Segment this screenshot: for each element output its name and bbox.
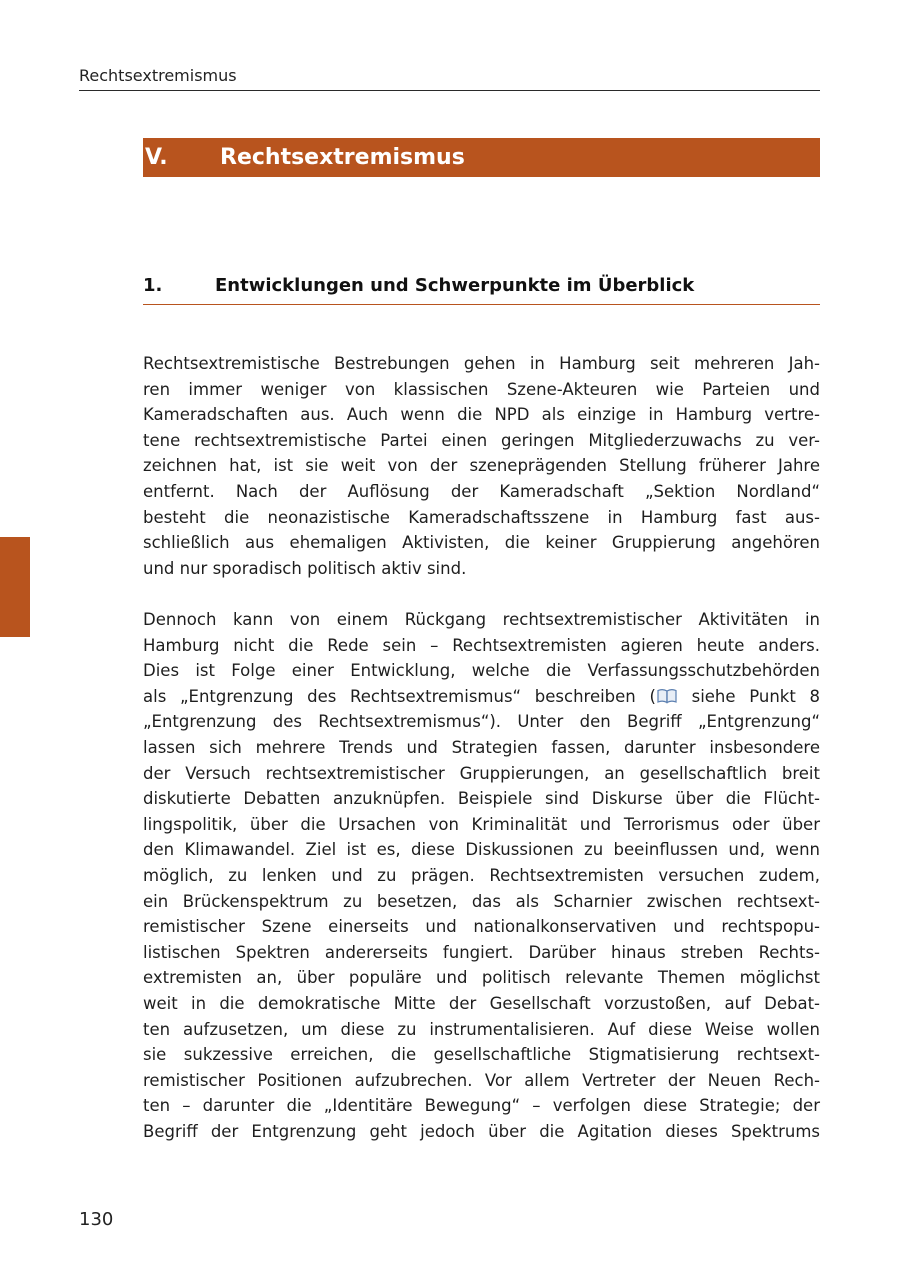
paragraph-line: ten aufzusetzen, um diese zu instrumentalisieren. Auf diese Weise wollen [143, 1019, 820, 1039]
paragraph-line: Dennoch kann von einem Rückgang rechtsextremistischer Aktivitäten in [143, 610, 820, 629]
paragraph-line: Hamburg nicht die Rede sein – Rechtsextremisten agieren heute anders. [143, 635, 820, 655]
paragraph-line: extremisten an, über populäre und politisch relevante Themen möglichst [143, 968, 820, 988]
paragraph-line: lingspolitik, über die Ursachen von Kriminalität und Terrorismus oder über [143, 814, 820, 834]
paragraph-2 [143, 607, 820, 1144]
section-title: Entwicklungen und Schwerpunkte im Überblick [215, 275, 695, 296]
paragraph-line: ten – darunter die „Identitäre Bewegung“ – verfolgen diese Strategie; der [143, 1096, 820, 1116]
chapter-thumb-tab [0, 537, 30, 637]
paragraph-line: listischen Spektren andererseits fungiert. Darüber hinaus streben Rechts- [143, 942, 820, 962]
paragraph-line: schließlich aus ehemaligen Aktivisten, die keiner Gruppierung angehören [143, 533, 820, 553]
paragraph-line: tene rechtsextremistische Partei einen geringen Mitgliederzuwachs zu ver- [143, 430, 820, 450]
running-header [79, 64, 820, 91]
section-number: 1. [143, 275, 163, 296]
paragraph-line: der Versuch rechtsextremistischer Gruppierungen, an gesellschaftlich breit [143, 763, 820, 783]
paragraph-line: Dies ist Folge einer Entwicklung, welche die Verfassungsschutzbehörden [143, 661, 820, 681]
paragraph-line: remistischer Szene einerseits und nationalkonservativen und rechtspopu- [143, 917, 820, 937]
paragraph-line: Begriff der Entgrenzung geht jedoch über die Agitation dieses Spektrums [143, 1121, 820, 1141]
paragraph-line: Kameradschaften aus. Auch wenn die NPD als einzige in Hamburg vertre- [143, 405, 820, 425]
paragraph-line: zeichnen hat, ist sie weit von der szeneprägenden Stellung früherer Jahre [143, 456, 820, 476]
paragraph-line: Rechtsextremistische Bestrebungen gehen in Hamburg seit mehreren Jah- [143, 354, 820, 373]
paragraph-line: weit in die demokratische Mitte der Gesellschaft vorzustoßen, auf Debat- [143, 993, 820, 1013]
page-number: 130 [79, 1209, 114, 1230]
running-header-title: Rechtsextremismus [79, 66, 237, 85]
paragraph-line: ein Brückenspektrum zu besetzen, das als Scharnier zwischen rechtsext- [143, 891, 820, 911]
reference-text-before: als „Entgrenzung des Rechtsextremismus“ beschreiben ( [143, 686, 656, 706]
chapter-number: V. [145, 145, 168, 170]
paragraph-line: entfernt. Nach der Auflösung der Kameradschaft „Sektion Nordland“ [143, 481, 820, 501]
paragraph-line: remistischer Positionen aufzubrechen. Vor allem Vertreter der Neuen Rech- [143, 1070, 820, 1090]
chapter-title: Rechtsextremismus [220, 145, 465, 170]
paragraph-line: den Klimawandel. Ziel ist es, diese Diskussionen zu beeinflussen und, wenn [143, 840, 820, 860]
paragraph-line: und nur sporadisch politisch aktiv sind. [143, 558, 467, 578]
section-heading [143, 272, 820, 305]
paragraph-line: besteht die neonazistische Kameradschaftsszene in Hamburg fast aus- [143, 507, 820, 527]
paragraph-line: möglich, zu lenken und zu prägen. Rechtsextremisten versuchen zudem, [143, 865, 820, 885]
paragraph-line-with-reference [143, 684, 820, 710]
chapter-heading [143, 138, 820, 177]
book-icon[interactable] [657, 686, 677, 712]
paragraph-line: „Entgrenzung des Rechtsextremismus“). Unter den Begriff „Entgrenzung“ [143, 712, 820, 732]
reference-text-after: siehe Punkt 8 [677, 686, 821, 706]
paragraph-line: sie sukzessive erreichen, die gesellschaftliche Stigmatisierung rechtsext- [143, 1045, 820, 1065]
paragraph-line: ren immer weniger von klassischen Szene-Akteuren wie Parteien und [143, 379, 820, 399]
paragraph-line: lassen sich mehrere Trends und Strategien fassen, darunter insbesondere [143, 737, 820, 757]
paragraph-line: diskutierte Debatten anzuknüpfen. Beispiele sind Diskurse über die Flücht- [143, 789, 820, 809]
paragraph-1 [143, 351, 820, 581]
